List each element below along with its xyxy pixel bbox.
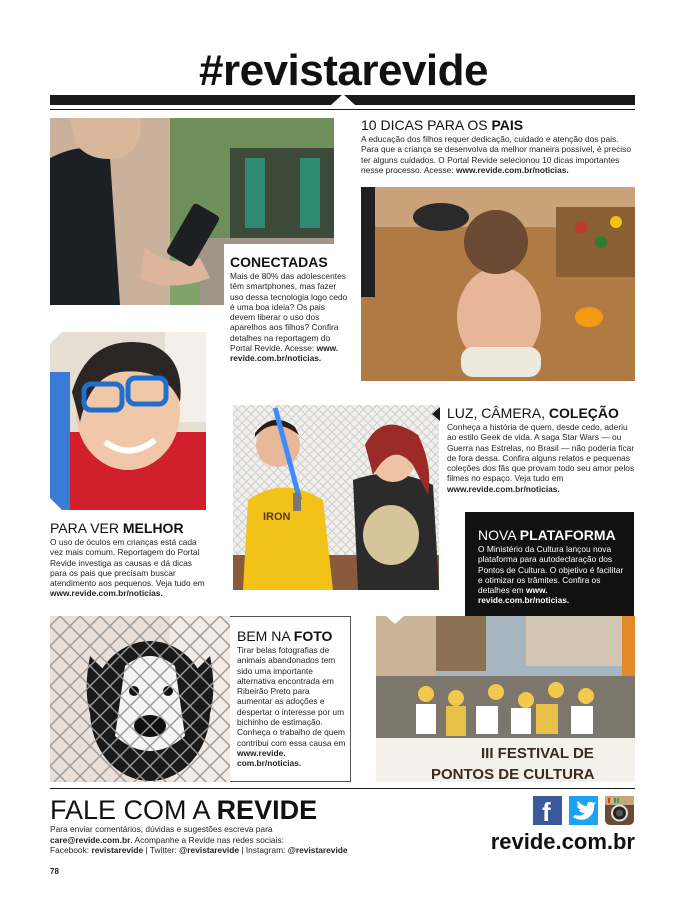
nova-body: O Ministério da Cultura lançou nova plataforma para autodeclaração dos Pontos de Cultura. O objetivo é facilitar e otimizar os trâmites. Confira os detalhes em www. revide.com.br/noticias. bbox=[478, 544, 624, 606]
shirt-text: IRON bbox=[263, 511, 291, 523]
arrow-left-icon bbox=[432, 407, 440, 421]
twitter-icon[interactable] bbox=[569, 796, 598, 825]
melhor-link[interactable]: www.revide.com.br/noticias. bbox=[50, 588, 163, 599]
nova-link[interactable]: www. revide.com.br/noticias. bbox=[478, 585, 570, 606]
article-melhor bbox=[50, 520, 208, 599]
footer-email[interactable]: care@revide.com.br bbox=[50, 834, 131, 845]
photo-notch bbox=[386, 616, 404, 624]
melhor-body: O uso de óculos em crianças está cada vez mais comum. Reportagem do Portal Revide investiga as causas e dá dicas para os pais que precisam buscar atendimento aos pequenos. Veja tudo em www.revide.com.br/noticias. bbox=[50, 537, 205, 599]
nova-heading: NOVA PLATAFORMA bbox=[478, 527, 616, 543]
title-rule bbox=[50, 109, 635, 110]
photo-corner bbox=[50, 498, 62, 510]
website-url[interactable]: revide.com.br bbox=[490, 829, 635, 854]
conectadas-link[interactable]: www. revide.com.br/noticias. bbox=[230, 343, 339, 364]
conectadas-heading: CONECTADAS bbox=[230, 254, 328, 270]
magazine-title: #revistarevide bbox=[199, 46, 488, 95]
footer-facebook-handle[interactable]: revistarevide bbox=[91, 845, 144, 855]
article-nova bbox=[465, 512, 634, 616]
photo-geek-couple bbox=[233, 405, 439, 590]
footer-body: Para enviar comentários, dúvidas e sugestões escreva para care@revide.com.br. Acompanhe a Revide nas redes sociais: Facebook: revistarevide | Twitter: @revistarevide | Instagram: @revistarevide bbox=[50, 824, 348, 855]
festival-banner-line1: III FESTIVAL DE bbox=[481, 745, 594, 762]
foto-link[interactable]: www.revide. com.br/noticias. bbox=[237, 747, 302, 769]
footer-instagram-handle[interactable]: @revistarevide bbox=[287, 845, 348, 855]
foto-body: Tirar belas fotografias de animais abandonados tem sido uma importante alternativa encontrada em Ribeirão Preto para aumentar as adoções e despertar o interesse por um bichinho de estimação. Conheça o trabalho de quem contribui com essa causa em www.revide. com.br/noticias. bbox=[237, 645, 346, 769]
article-luz bbox=[447, 405, 637, 494]
photo-festival bbox=[376, 616, 635, 782]
luz-heading: LUZ, CÂMERA, COLEÇÃO bbox=[447, 405, 619, 421]
photo-dog bbox=[50, 616, 230, 782]
dicas-body: A educação dos filhos requer dedicação, cuidado e atenção dos pais. Para que a criança se desenvolva da melhor maneira possível, é preciso ter alguns cuidados. O Portal Revide selecionou 10 dicas importantes nesse processo. Acesse: www.revide.com.br/noticias. bbox=[361, 134, 632, 175]
article-dicas bbox=[361, 117, 637, 175]
photo-boy-glasses bbox=[50, 332, 206, 510]
dicas-link[interactable]: www.revide.com.br/noticias. bbox=[455, 164, 569, 175]
conectadas-body: Mais de 80% das adolescentes têm smartphones, mas fazer uso dessa tecnologia logo cedo é uma boa ideia? Os pais devem liberar o uso dos aparelhos aos filhos? Confira detalhes na reportagem do Portal Revide. Acesse: www. revide.com.br/noticias. bbox=[230, 271, 348, 364]
luz-body: Conheça a história de quem, desde cedo, aderiu ao estilo Geek de vida. A saga Star Wars — ou Guerra nas Estrelas, no Brasil — não poderia ficar de fora dessa. Confira alguns relatos e pequenas coleções dos fãs que provam todo seu amor pelos filmes no espaço. Veja tudo em www.revide.com.br/noticias. bbox=[447, 422, 635, 494]
luz-link[interactable]: www.revide.com.br/noticias. bbox=[447, 483, 560, 494]
festival-banner-line2: PONTOS DE CULTURA bbox=[431, 766, 595, 782]
svg-text:f: f bbox=[542, 797, 551, 825]
footer-twitter-handle[interactable]: @revistarevide bbox=[179, 845, 239, 855]
facebook-icon[interactable] bbox=[533, 796, 562, 825]
instagram-icon[interactable] bbox=[605, 796, 634, 825]
foto-heading: BEM NA FOTO bbox=[237, 628, 333, 644]
page-number: 78 bbox=[50, 867, 59, 876]
title-notch bbox=[331, 94, 355, 105]
article-conectadas bbox=[224, 244, 350, 388]
article-foto bbox=[237, 628, 347, 769]
photo-notch bbox=[361, 179, 381, 187]
photo-baby bbox=[361, 187, 635, 381]
footer-title: FALE COM A REVIDE bbox=[50, 795, 318, 825]
footer-rule bbox=[50, 788, 635, 789]
dicas-heading: 10 DICAS PARA OS PAIS bbox=[361, 117, 524, 133]
melhor-heading: PARA VER MELHOR bbox=[50, 520, 184, 536]
photo-corner bbox=[50, 332, 62, 344]
